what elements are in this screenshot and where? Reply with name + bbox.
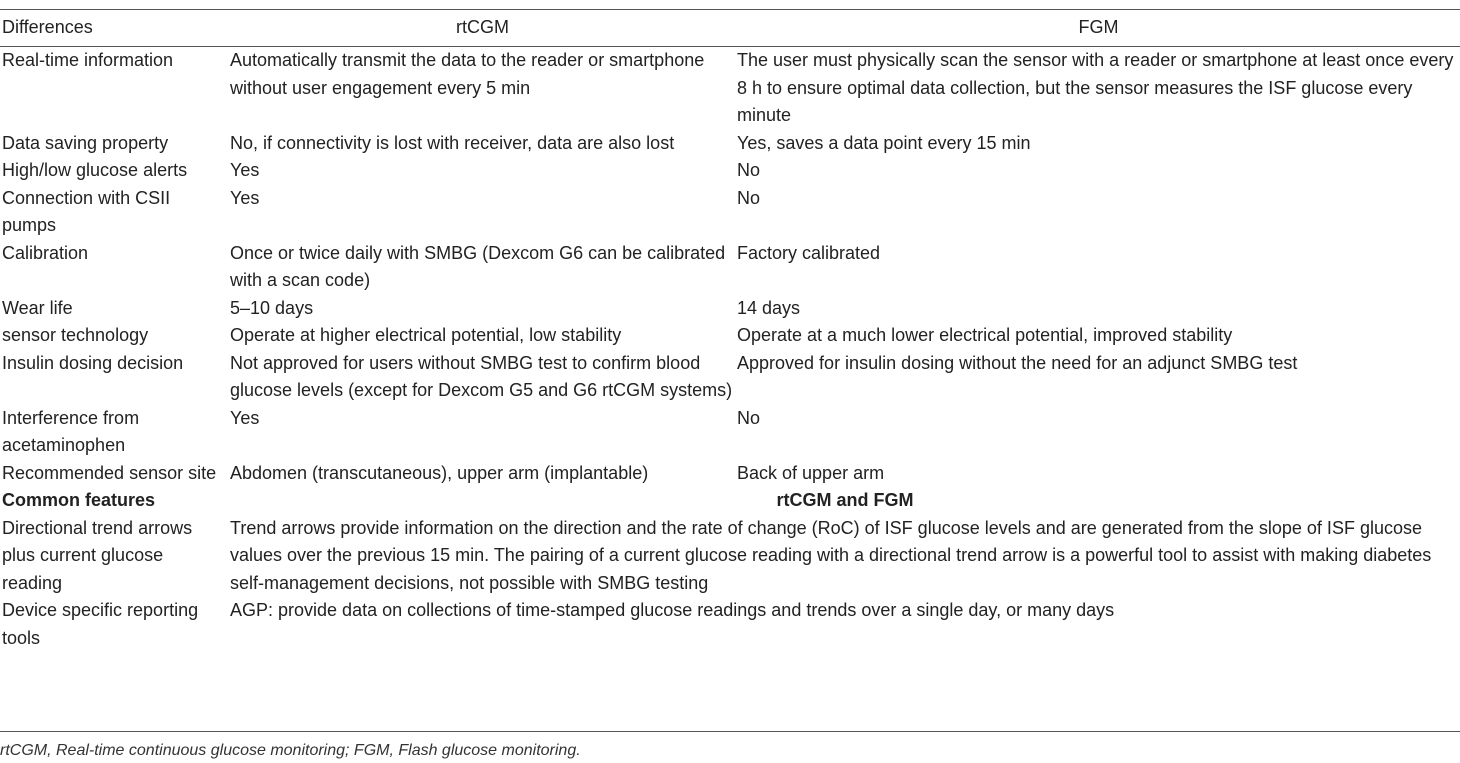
- row-label: Connection with CSII pumps: [2, 187, 171, 235]
- rtcgm-cell: No, if connectivity is lost with receiver, data are also lost: [230, 132, 675, 153]
- rtcgm-cell: Yes: [230, 187, 260, 208]
- common-cell: Trend arrows provide information on the direction and the rate of change (RoC) of ISF glucose levels and are generated from the slope of ISF glucose values over the previous 15 min. The pairing of a current glucose reading with a directional trend arrow is a powerful tool to assist with making diabetes self-management decisions, not possible with SMBG testing: [230, 517, 1432, 593]
- row-label: Calibration: [2, 242, 89, 263]
- row-label: sensor technology: [2, 325, 149, 345]
- table-row: [0, 130, 1460, 158]
- common-features-header-row: [0, 487, 1460, 515]
- table-row: [0, 460, 1460, 488]
- header-differences: Differences: [2, 17, 93, 37]
- row-label: Recommended sensor site: [2, 462, 217, 483]
- fgm-cell: Yes, saves a data point every 15 min: [737, 132, 1031, 153]
- comparison-table: [0, 10, 1460, 652]
- rtcgm-cell: Not approved for users without SMBG test to confirm blood glucose levels (except for Dexcom G5 and G6 rtCGM systems): [230, 352, 733, 400]
- fgm-cell: No: [737, 160, 761, 180]
- rtcgm-cell: Operate at higher electrical potential, low stability: [230, 325, 622, 345]
- fgm-cell: Back of upper arm: [737, 462, 885, 483]
- row-label: Data saving property: [2, 132, 169, 153]
- rtcgm-cell: Once or twice daily with SMBG (Dexcom G6 can be calibrated with a scan code): [230, 242, 726, 290]
- rtcgm-cell: 5–10 days: [230, 297, 314, 318]
- table-row: [0, 322, 1460, 350]
- rtcgm-cell: Yes: [230, 407, 260, 428]
- row-label: Insulin dosing decision: [2, 352, 184, 373]
- fgm-cell: No: [737, 407, 761, 428]
- common-features-subheader: rtCGM and FGM: [776, 490, 914, 510]
- fgm-cell: No: [737, 187, 761, 208]
- table-row: [0, 157, 1460, 185]
- row-label: Directional trend arrows plus current glucose reading: [2, 517, 193, 593]
- fgm-cell: Factory calibrated: [737, 242, 881, 263]
- table-row: [0, 405, 1460, 460]
- rtcgm-cell: Yes: [230, 160, 260, 180]
- table-header-row: [0, 10, 1460, 46]
- table-row: [0, 185, 1460, 240]
- fgm-cell: Operate at a much lower electrical potential, improved stability: [737, 325, 1233, 345]
- table-row: [0, 46, 1460, 130]
- table-bottom-rule: [0, 731, 1460, 732]
- row-label: Real-time information: [2, 50, 174, 70]
- common-features-label: Common features: [2, 490, 156, 510]
- table-row: [0, 240, 1460, 295]
- header-fgm: FGM: [1078, 17, 1119, 37]
- row-label: Interference from acetaminophen: [2, 407, 140, 455]
- table-row: [0, 350, 1460, 405]
- table-footnote: rtCGM, Real-time continuous glucose monitoring; FGM, Flash glucose monitoring.: [0, 742, 581, 759]
- row-label: Device specific reporting tools: [2, 600, 199, 648]
- table-row: [0, 295, 1460, 323]
- rtcgm-cell: Abdomen (transcutaneous), upper arm (implantable): [230, 462, 649, 483]
- table-row: [0, 597, 1460, 652]
- common-cell: AGP: provide data on collections of time-stamped glucose readings and trends over a single day, or many days: [230, 600, 1115, 620]
- fgm-cell: Approved for insulin dosing without the need for an adjunct SMBG test: [737, 352, 1298, 373]
- table-row: [0, 515, 1460, 598]
- fgm-cell: 14 days: [737, 297, 801, 318]
- row-label: High/low glucose alerts: [2, 160, 188, 180]
- rtcgm-cell: Automatically transmit the data to the reader or smartphone without user engagement every 5 min: [230, 50, 705, 98]
- row-label: Wear life: [2, 297, 73, 318]
- header-rtcgm: rtCGM: [456, 17, 509, 37]
- fgm-cell: The user must physically scan the sensor with a reader or smartphone at least once every 8 h to ensure optimal data collection, but the sensor measures the ISF glucose every minute: [737, 50, 1454, 125]
